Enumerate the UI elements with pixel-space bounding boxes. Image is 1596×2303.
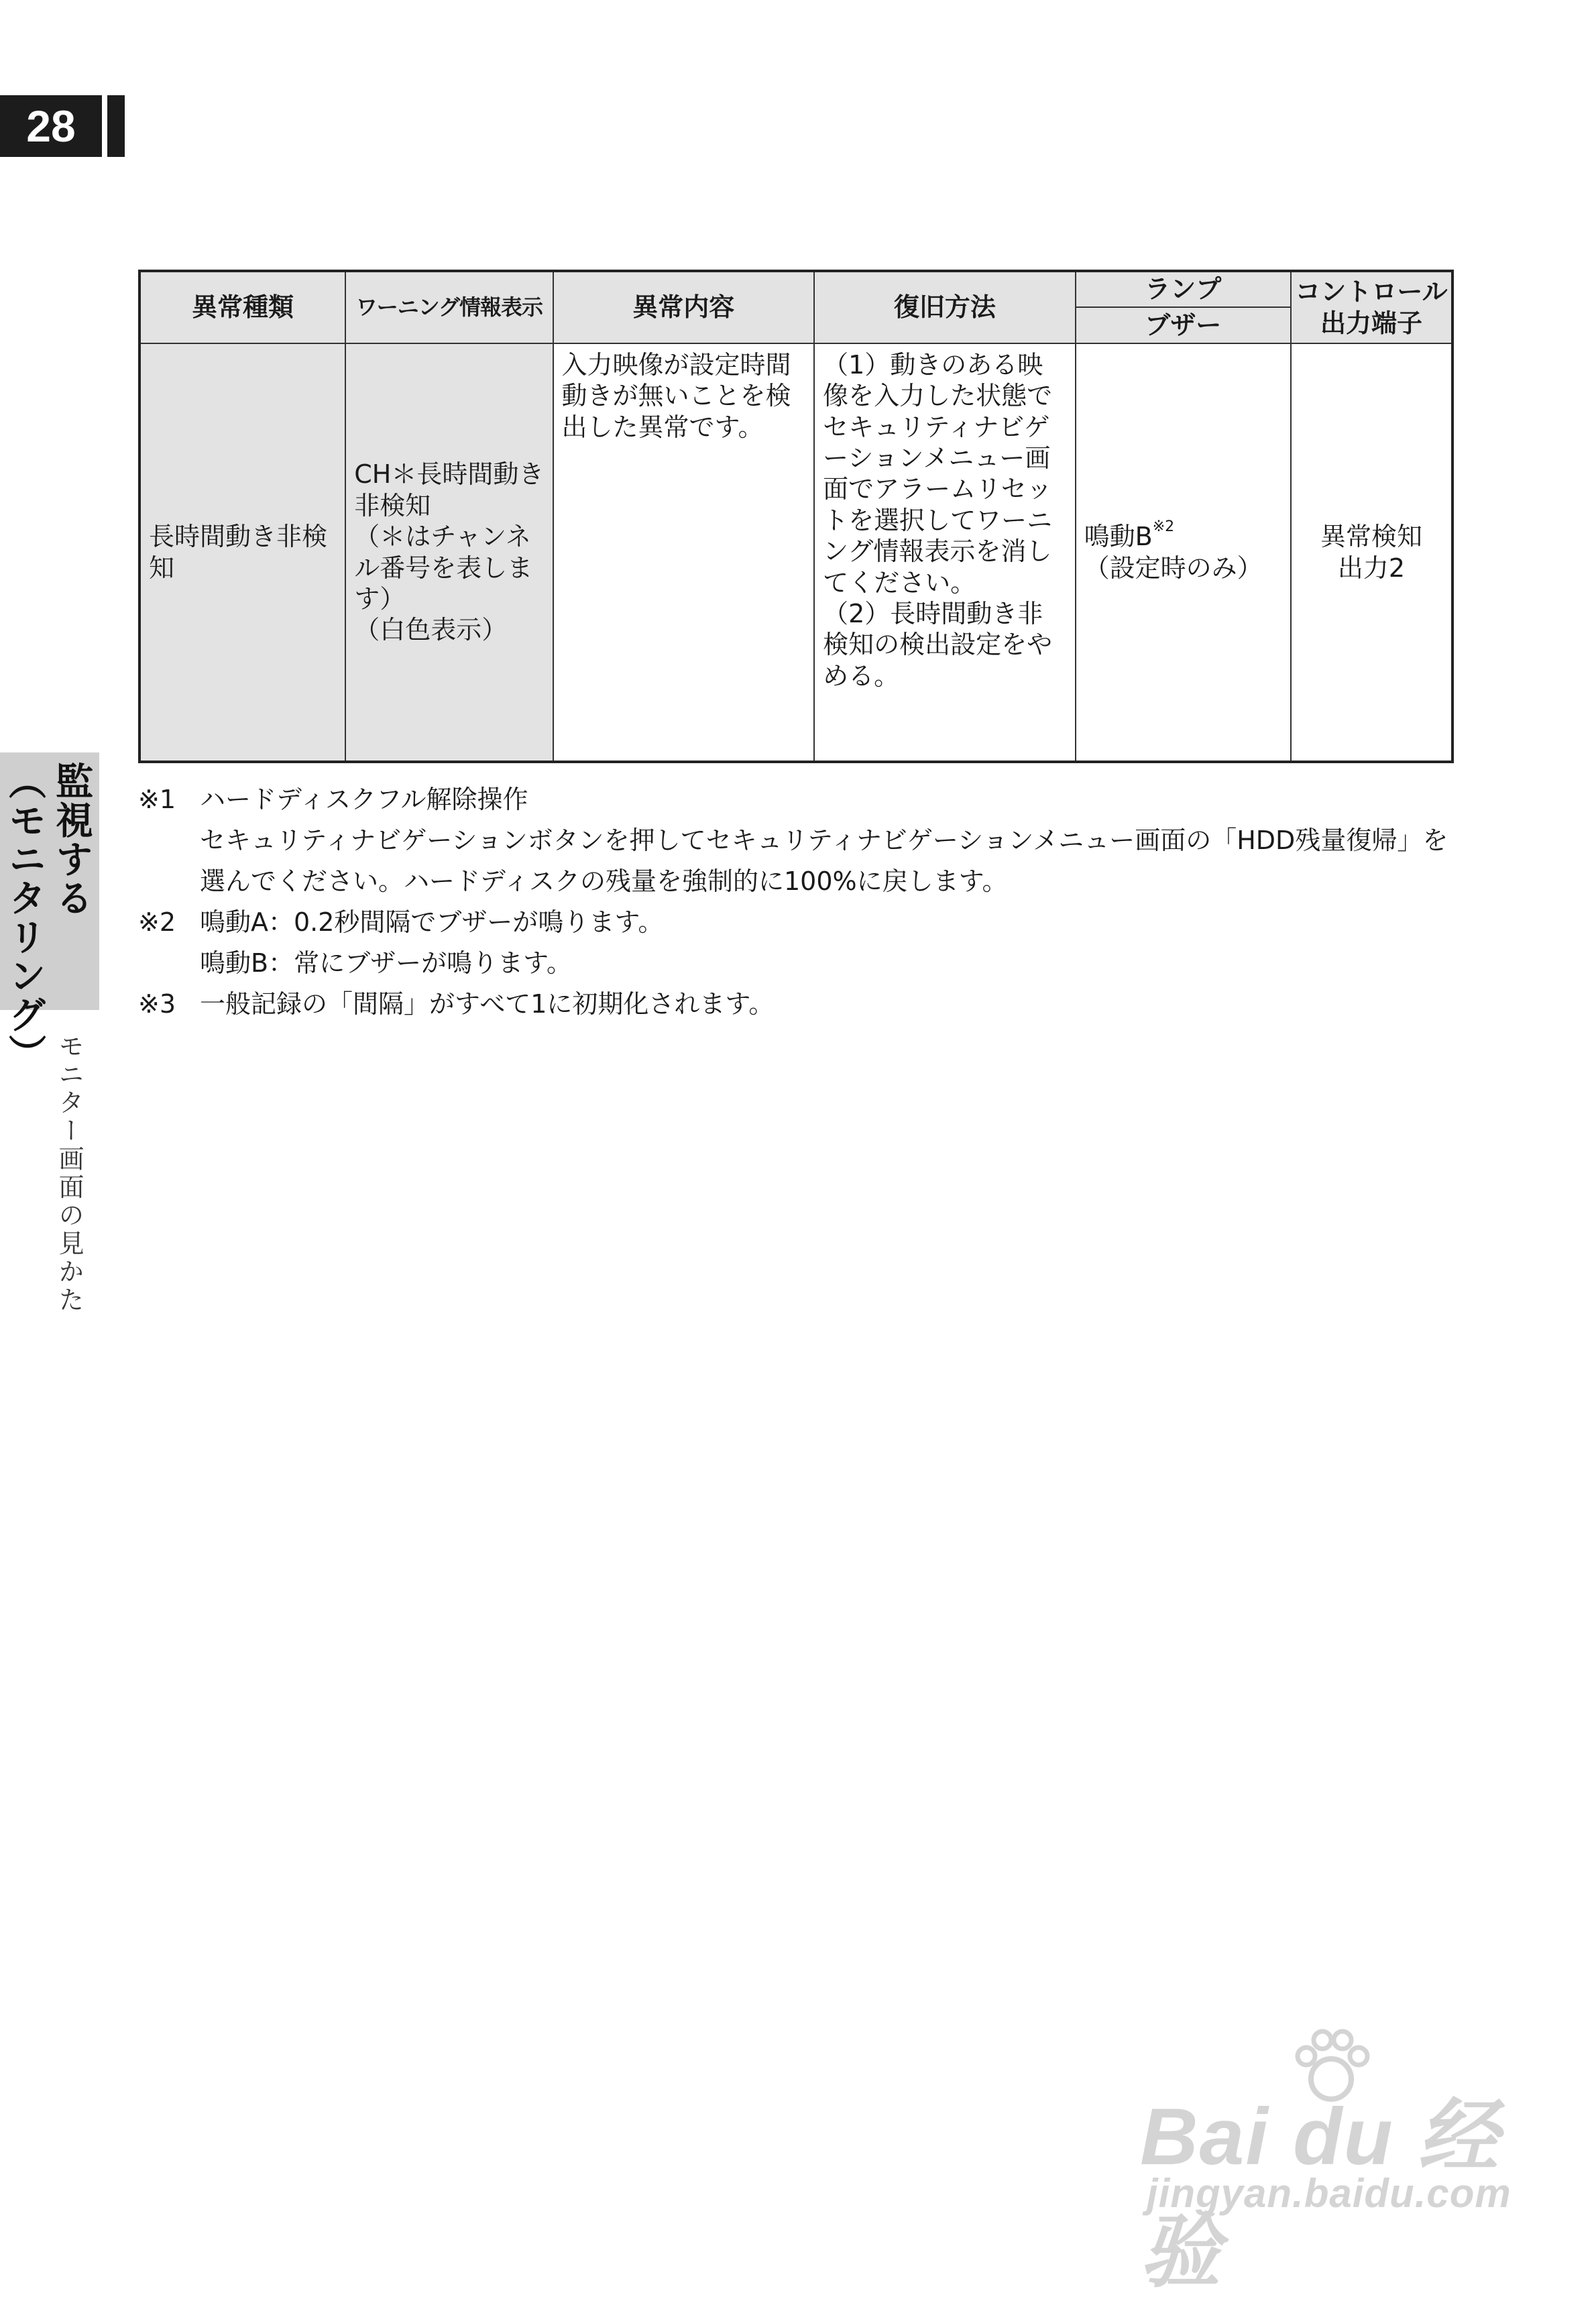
header-control: コントロール出力端子: [1291, 271, 1452, 343]
watermark-logo: Bai du 经验: [1140, 2092, 1500, 2297]
cell-control: 異常検知 出力2: [1291, 343, 1452, 762]
footnote-text: 鳴動B：常にブザーが鳴ります。: [200, 948, 573, 978]
table-row: [139, 343, 1452, 762]
header-type: 異常種類: [139, 271, 345, 343]
buzzer-condition: （設定時のみ）: [1084, 553, 1263, 583]
cell-buzzer: [1076, 343, 1291, 762]
footnote-2-detail: [138, 943, 1466, 984]
footnote-text: ハードディスクフル解除操作: [200, 785, 528, 814]
chapter-tab-title: 監視する: [50, 762, 93, 917]
footnote-3: [138, 984, 1466, 1025]
page-number: 28: [0, 95, 102, 157]
buzzer-mode: 鳴動B: [1084, 522, 1153, 552]
cell-warning: CH＊長時間動き非検知 （＊はチャンネル番号を表します） （白色表示）: [345, 343, 553, 762]
header-lamp: ランプ: [1076, 271, 1291, 307]
header-buzzer: ブザー: [1076, 307, 1291, 343]
header-content: 異常内容: [553, 271, 815, 343]
cell-content: 入力映像が設定時間動きが無いことを検出した異常です。: [553, 343, 815, 762]
footnote-2: [138, 902, 1466, 943]
table-header-row: [139, 271, 1452, 307]
footnote-1-detail: [138, 820, 1466, 902]
footnote-mark: ※1: [138, 785, 176, 814]
page-number-bar: [107, 95, 125, 157]
abnormality-table: [138, 270, 1454, 763]
footnotes: [138, 779, 1466, 1025]
section-label: モニター画面の見かた: [54, 1033, 84, 1314]
header-warning: ワーニング情報表示: [345, 271, 553, 343]
footnote-text: セキュリティナビゲーションボタンを押してセキュリティナビゲーションメニュー画面の「HDD残量復帰」を選んでください。ハードディスクの残量を強制的に100%に戻します。: [200, 826, 1448, 896]
cell-recovery: （1）動きのある映像を入力した状態でセキュリティナビゲーションメニュー画面でアラームリセットを選択してワーニング情報表示を消してください。 （2）長時間動き非検知の検出設定をやめる。: [814, 343, 1076, 762]
footnote-text: 一般記録の「間隔」がすべて1に初期化されます。: [200, 989, 775, 1019]
footnote-1: [138, 779, 1466, 820]
buzzer-footnote-ref: ※2: [1152, 518, 1175, 536]
watermark: [1140, 2025, 1516, 2297]
footnote-text: 鳴動A：0.2秒間隔でブザーが鳴ります。: [200, 907, 664, 937]
chapter-tab: [0, 752, 99, 1073]
watermark-url: jingyan.baidu.com: [1147, 2171, 1512, 2216]
cell-type: 長時間動き非検知: [139, 343, 345, 762]
footnote-mark: ※2: [138, 907, 176, 937]
header-recovery: 復旧方法: [814, 271, 1076, 343]
footnote-mark: ※3: [138, 989, 176, 1019]
chapter-tab-subtitle: （モニタリング）: [3, 762, 46, 1073]
